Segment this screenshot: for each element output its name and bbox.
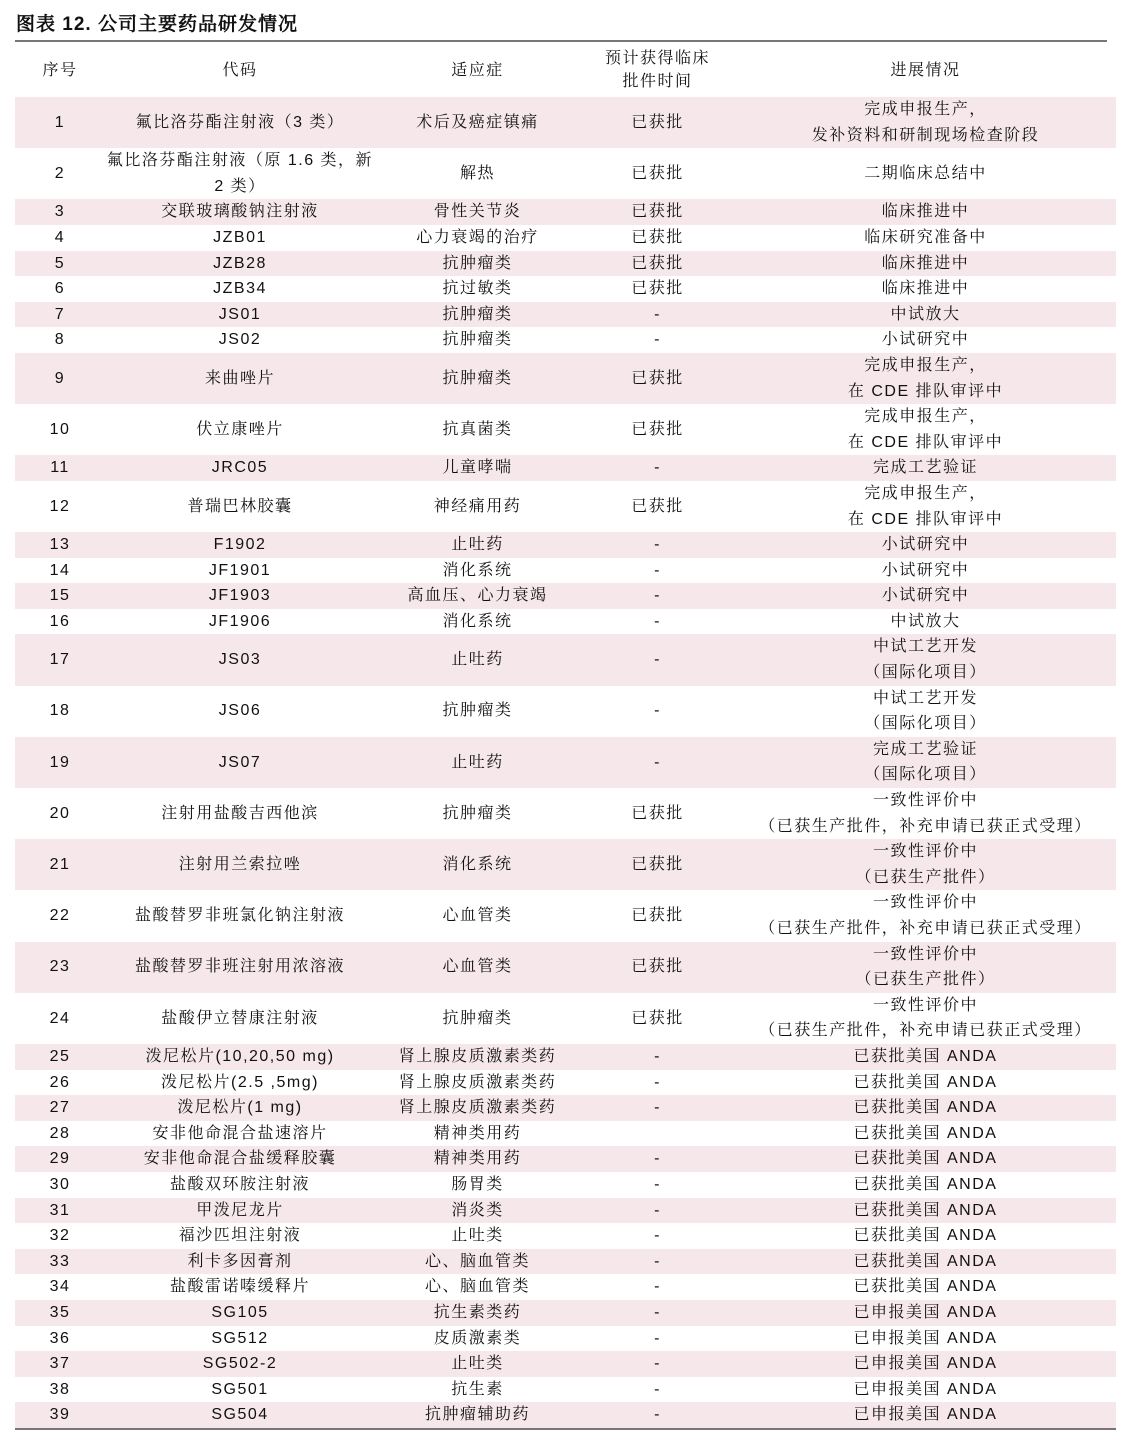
seq-cell: 24 (49, 1009, 71, 1027)
table-row (15, 839, 1116, 890)
indication-cell: 抗肿瘤辅助药 (375, 1402, 580, 1429)
approval-time-cell: - (654, 1278, 661, 1296)
approval-time-cell: - (654, 1227, 661, 1245)
table-row (15, 532, 1116, 558)
seq-cell: 15 (15, 583, 105, 609)
indication-cell: 皮质激素类 (433, 1329, 522, 1347)
code-cell: 泼尼松片(1 mg) (105, 1095, 375, 1121)
seq-cell: 2 (54, 164, 66, 182)
code-cell: 注射用盐酸吉西他滨 (161, 804, 319, 822)
code-cell: 利卡多因膏剂 (105, 1249, 375, 1275)
code-cell: 氟比洛芬酯注射液（3 类） (105, 97, 375, 148)
progress-cell: 已获批美国 ANDA (853, 1124, 998, 1142)
seq-cell: 12 (49, 497, 71, 515)
code-cell: JS03 (105, 634, 375, 685)
seq-cell: 33 (15, 1249, 105, 1275)
approval-time-cell: - (654, 702, 661, 720)
progress-cell: 一致性评价中 （已获生产批件） (735, 839, 1116, 890)
progress-cell: 已申报美国 ANDA (735, 1402, 1116, 1429)
seq-cell: 19 (15, 737, 105, 788)
approval-time-cell: 已获批 (631, 280, 684, 298)
table-row (15, 788, 1116, 839)
code-cell: 交联玻璃酸钠注射液 (105, 199, 375, 225)
indication-cell: 止吐药 (375, 532, 580, 558)
indication-cell: 儿童哮喘 (375, 455, 580, 481)
seq-cell: 35 (15, 1300, 105, 1326)
table-row (15, 609, 1116, 635)
seq-cell: 6 (54, 280, 66, 298)
code-cell: JZB34 (213, 280, 267, 298)
approval-time-cell: 已获批 (580, 942, 735, 993)
indication-cell: 抗肿瘤类 (375, 302, 580, 328)
approval-time-cell: - (580, 1198, 735, 1224)
approval-time-cell: - (580, 1300, 735, 1326)
table-row (15, 276, 1116, 302)
indication-cell: 精神类用药 (375, 1146, 580, 1172)
table-row (15, 1274, 1116, 1300)
seq-cell: 34 (49, 1278, 71, 1296)
code-cell: 注射用兰索拉唑 (105, 839, 375, 890)
approval-time-cell: 已获批 (631, 497, 684, 515)
seq-cell: 25 (15, 1044, 105, 1070)
indication-cell: 抗真菌类 (442, 420, 513, 438)
table-row (15, 942, 1116, 993)
indication-cell: 抗生素 (451, 1380, 504, 1398)
progress-cell: 已获批美国 ANDA (735, 1249, 1116, 1275)
table-row (15, 1377, 1116, 1403)
indication-cell: 抗肿瘤类 (375, 251, 580, 277)
indication-cell: 心血管类 (442, 907, 513, 925)
seq-cell: 21 (15, 839, 105, 890)
table-row (15, 1044, 1116, 1070)
table-row (15, 481, 1116, 532)
code-cell: F1902 (105, 532, 375, 558)
indication-cell: 止吐药 (375, 634, 580, 685)
indication-cell: 抗肿瘤类 (375, 353, 580, 404)
table-row (15, 1249, 1116, 1275)
indication-cell: 抗肿瘤类 (442, 331, 513, 349)
approval-time-cell: - (654, 1175, 661, 1193)
code-cell: JS07 (105, 737, 375, 788)
seq-cell: 18 (49, 702, 71, 720)
approval-time-cell: 已获批 (580, 353, 735, 404)
code-cell: SG502-2 (105, 1351, 375, 1377)
seq-cell: 26 (49, 1073, 71, 1091)
seq-cell: 36 (49, 1329, 71, 1347)
progress-cell: 完成申报生产， 发补资料和研制现场检查阶段 (735, 97, 1116, 148)
indication-cell: 抗生素类药 (375, 1300, 580, 1326)
code-cell: 安非他命混合盐缓释胶囊 (105, 1146, 375, 1172)
table-row (15, 1300, 1116, 1326)
table-row (15, 225, 1116, 251)
table-title: 图表 12. 公司主要药品研发情况 (16, 14, 298, 35)
indication-cell: 抗肿瘤类 (442, 804, 513, 822)
progress-cell: 已申报美国 ANDA (853, 1329, 998, 1347)
approval-time-cell: 已获批 (580, 199, 735, 225)
seq-cell: 31 (15, 1198, 105, 1224)
seq-cell: 10 (49, 420, 71, 438)
progress-cell: 已获批美国 ANDA (735, 1095, 1116, 1121)
code-cell: 福沙匹坦注射液 (178, 1227, 302, 1245)
table-row (15, 890, 1116, 941)
indication-cell: 抗过敏类 (442, 280, 513, 298)
table-row (15, 1402, 1116, 1429)
col-header-progress: 进展情况 (890, 61, 961, 79)
table-row (15, 1351, 1116, 1377)
col-header-indication: 适应症 (451, 61, 504, 79)
indication-cell: 抗肿瘤类 (442, 702, 513, 720)
table-row (15, 353, 1116, 404)
approval-time-cell: 已获批 (580, 251, 735, 277)
progress-cell: 中试放大 (735, 302, 1116, 328)
code-cell: JS02 (218, 331, 262, 349)
table-row (15, 327, 1116, 353)
seq-cell: 38 (49, 1380, 71, 1398)
progress-cell: 已申报美国 ANDA (735, 1300, 1116, 1326)
progress-cell: 已申报美国 ANDA (735, 1351, 1116, 1377)
progress-cell: 已获批美国 ANDA (735, 1146, 1116, 1172)
progress-cell: 完成申报生产， 在 CDE 排队审评中 (847, 408, 1004, 451)
indication-cell: 神经痛用药 (433, 497, 522, 515)
code-cell: 盐酸替罗非班注射用浓溶液 (105, 942, 375, 993)
code-cell: JF1903 (105, 583, 375, 609)
seq-cell: 11 (15, 455, 105, 481)
approval-time-cell: - (580, 583, 735, 609)
approval-time-cell: 已获批 (631, 907, 684, 925)
seq-cell: 5 (15, 251, 105, 277)
indication-cell: 肾上腺皮质激素类药 (398, 1073, 557, 1091)
code-cell: JS06 (218, 702, 262, 720)
indication-cell: 消炎类 (375, 1198, 580, 1224)
indication-cell: 术后及癌症镇痛 (375, 97, 580, 148)
code-cell: 盐酸替罗非班氯化钠注射液 (134, 907, 345, 925)
progress-cell: 完成工艺验证 (735, 455, 1116, 481)
indication-cell: 肾上腺皮质激素类药 (375, 1044, 580, 1070)
table-row (15, 558, 1116, 584)
table-row (15, 1223, 1116, 1249)
col-header-seq: 序号 (42, 61, 78, 79)
code-cell: JS01 (105, 302, 375, 328)
approval-time-cell: - (654, 561, 661, 579)
approval-time-cell: - (580, 1249, 735, 1275)
seq-cell: 22 (49, 907, 71, 925)
seq-cell: 7 (15, 302, 105, 328)
table-row (15, 686, 1116, 737)
code-cell: 盐酸雷诺嗪缓释片 (169, 1278, 310, 1296)
title-divider (15, 40, 1107, 42)
seq-cell: 39 (15, 1402, 105, 1429)
col-header-approval-time: 预计获得临床 批件时间 (604, 50, 710, 90)
table-row (15, 1198, 1116, 1224)
code-cell: 伏立康唑片 (196, 420, 284, 438)
indication-cell: 肾上腺皮质激素类药 (375, 1095, 580, 1121)
drug-pipeline-table (15, 43, 1116, 1430)
progress-cell: 临床研究准备中 (864, 228, 987, 246)
table-row (15, 737, 1116, 788)
table-row (15, 1172, 1116, 1198)
progress-cell: 小试研究中 (881, 331, 970, 349)
progress-cell: 一致性评价中 （已获生产批件） (735, 942, 1116, 993)
indication-cell: 止吐类 (451, 1227, 504, 1245)
table-row (15, 97, 1116, 148)
code-cell: JZB28 (105, 251, 375, 277)
progress-cell: 临床推进中 (735, 199, 1116, 225)
indication-cell: 止吐药 (375, 737, 580, 788)
progress-cell: 完成申报生产， 在 CDE 排队审评中 (847, 484, 1004, 528)
approval-time-cell: - (580, 532, 735, 558)
table-row (15, 1121, 1116, 1147)
table-row (15, 1095, 1116, 1121)
seq-cell: 14 (49, 561, 71, 579)
seq-cell: 3 (15, 199, 105, 225)
approval-time-cell: - (654, 331, 661, 349)
progress-cell: 一致性评价中 （已获生产批件，补充申请已获正式受理） (759, 996, 1092, 1040)
table-row (15, 1326, 1116, 1352)
indication-cell: 精神类用药 (433, 1124, 522, 1142)
approval-time-cell: - (654, 612, 661, 630)
progress-cell: 中试工艺开发 （国际化项目） (735, 634, 1116, 685)
approval-time-cell: 已获批 (631, 228, 684, 246)
code-cell: SG512 (211, 1329, 269, 1347)
approval-time-cell: - (580, 1146, 735, 1172)
progress-cell: 小试研究中 (735, 532, 1116, 558)
approval-time-cell: - (580, 302, 735, 328)
approval-time-cell: 已获批 (631, 804, 684, 822)
progress-cell: 临床推进中 (735, 251, 1116, 277)
progress-cell: 小试研究中 (735, 583, 1116, 609)
progress-cell: 已获批美国 ANDA (853, 1175, 998, 1193)
approval-time-cell: - (580, 1095, 735, 1121)
approval-time-cell: 已获批 (631, 420, 684, 438)
progress-cell: 临床推进中 (881, 280, 970, 298)
progress-cell: 完成申报生产， 在 CDE 排队审评中 (735, 353, 1116, 404)
indication-cell: 消化系统 (375, 839, 580, 890)
indication-cell: 骨性关节炎 (375, 199, 580, 225)
table-row (15, 1146, 1116, 1172)
indication-cell: 消化系统 (442, 561, 513, 579)
seq-cell: 27 (15, 1095, 105, 1121)
approval-time-cell: - (580, 455, 735, 481)
progress-cell: 完成工艺验证 （国际化项目） (735, 737, 1116, 788)
seq-cell: 13 (15, 532, 105, 558)
approval-time-cell (580, 1121, 735, 1147)
code-cell: 盐酸伊立替康注射液 (161, 1009, 319, 1027)
seq-cell: 20 (49, 804, 71, 822)
col-header-code: 代码 (222, 61, 258, 79)
code-cell: JF1901 (208, 561, 272, 579)
approval-time-cell: 已获批 (580, 839, 735, 890)
progress-cell: 二期临床总结中 (864, 164, 987, 182)
progress-cell: 一致性评价中 （已获生产批件，补充申请已获正式受理） (759, 792, 1092, 835)
table-row (15, 148, 1116, 199)
table-row (15, 583, 1116, 609)
table-row (15, 404, 1116, 455)
code-cell: JRC05 (105, 455, 375, 481)
seq-cell: 32 (49, 1227, 71, 1245)
indication-cell: 高血压、心力衰竭 (375, 583, 580, 609)
approval-time-cell: - (580, 737, 735, 788)
approval-time-cell: - (654, 1073, 661, 1091)
code-cell: 盐酸双环胺注射液 (169, 1175, 310, 1193)
code-cell: 普瑞巴林胶囊 (187, 497, 293, 515)
indication-cell: 心、脑血管类 (375, 1249, 580, 1275)
progress-cell: 已获批美国 ANDA (853, 1227, 998, 1245)
indication-cell: 止吐类 (375, 1351, 580, 1377)
table-row (15, 455, 1116, 481)
indication-cell: 抗肿瘤类 (442, 1009, 513, 1027)
seq-cell: 8 (54, 331, 66, 349)
table-row (15, 993, 1116, 1044)
table-row (15, 251, 1116, 277)
progress-cell: 已获批美国 ANDA (853, 1073, 998, 1091)
header-row (15, 43, 1116, 97)
approval-time-cell: 已获批 (631, 1009, 684, 1027)
code-cell: SG501 (211, 1380, 269, 1398)
table-row (15, 302, 1116, 328)
approval-time-cell: - (580, 634, 735, 685)
seq-cell: 4 (54, 228, 66, 246)
seq-cell: 1 (15, 97, 105, 148)
progress-cell: 已获批美国 ANDA (735, 1198, 1116, 1224)
approval-time-cell: - (580, 1044, 735, 1070)
seq-cell: 16 (49, 612, 71, 630)
indication-cell: 心力衰竭的治疗 (416, 228, 539, 246)
progress-cell: 小试研究中 (881, 561, 970, 579)
indication-cell: 解热 (459, 164, 495, 182)
seq-cell: 28 (49, 1124, 71, 1142)
code-cell: SG504 (105, 1402, 375, 1429)
approval-time-cell: 已获批 (631, 164, 684, 182)
code-cell: 泼尼松片(10,20,50 mg) (105, 1044, 375, 1070)
code-cell: 氟比洛芬酯注射液（原 1.6 类，新 2 类） (106, 152, 374, 195)
seq-cell: 37 (15, 1351, 105, 1377)
approval-time-cell: - (654, 1380, 661, 1398)
approval-time-cell: - (654, 1329, 661, 1347)
progress-cell: 已获批美国 ANDA (853, 1278, 998, 1296)
seq-cell: 30 (49, 1175, 71, 1193)
code-cell: JZB01 (213, 228, 267, 246)
seq-cell: 29 (15, 1146, 105, 1172)
code-cell: 泼尼松片(2.5 ,5mg) (161, 1073, 319, 1091)
approval-time-cell: 已获批 (580, 97, 735, 148)
table-row (15, 199, 1116, 225)
code-cell: SG105 (105, 1300, 375, 1326)
indication-cell: 心血管类 (375, 942, 580, 993)
table-row (15, 634, 1116, 685)
code-cell: 安非他命混合盐速溶片 (152, 1124, 328, 1142)
progress-cell: 已申报美国 ANDA (853, 1380, 998, 1398)
seq-cell: 17 (15, 634, 105, 685)
progress-cell: 中试工艺开发 （国际化项目） (864, 689, 987, 733)
progress-cell: 一致性评价中 （已获生产批件，补充申请已获正式受理） (759, 894, 1092, 937)
table-row (15, 1070, 1116, 1096)
seq-cell: 23 (15, 942, 105, 993)
progress-cell: 中试放大 (890, 612, 961, 630)
approval-time-cell: - (580, 1351, 735, 1377)
indication-cell: 肠胃类 (451, 1175, 504, 1193)
indication-cell: 消化系统 (442, 612, 513, 630)
code-cell: JF1906 (208, 612, 272, 630)
progress-cell: 已获批美国 ANDA (735, 1044, 1116, 1070)
indication-cell: 心、脑血管类 (424, 1278, 530, 1296)
approval-time-cell: - (580, 1402, 735, 1429)
seq-cell: 9 (15, 353, 105, 404)
code-cell: 甲泼尼龙片 (105, 1198, 375, 1224)
code-cell: 来曲唑片 (105, 353, 375, 404)
